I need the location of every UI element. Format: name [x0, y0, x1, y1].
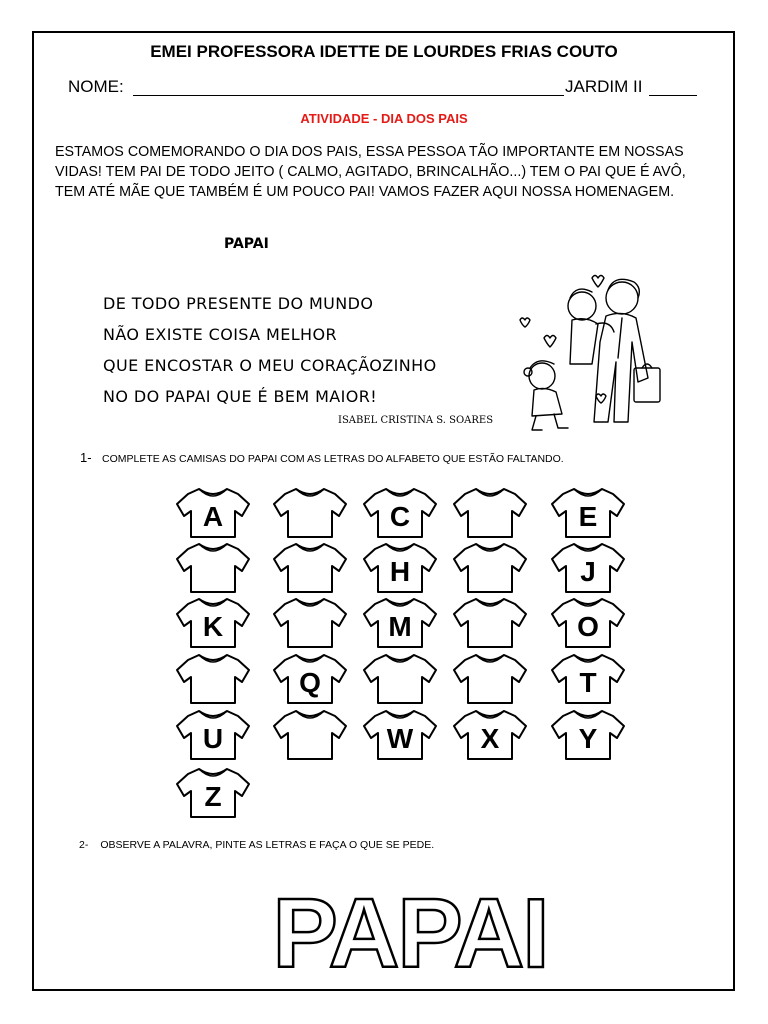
shirt	[454, 711, 526, 759]
poem-line: NO DO PAPAI QUE É BEM MAIOR!	[103, 387, 378, 406]
shirt	[274, 544, 346, 592]
question-1-text: COMPLETE AS CAMISAS DO PAPAI COM AS LETRAS DO ALFABETO QUE ESTÃO FALTANDO.	[102, 453, 564, 465]
question-1-number: 1-	[80, 450, 92, 465]
shirt	[177, 655, 249, 703]
question-2	[79, 839, 434, 851]
shirt	[364, 599, 436, 647]
poem-line: QUE ENCOSTAR O MEU CORAÇÃOZINHO	[103, 356, 437, 375]
shirt	[274, 489, 346, 537]
shirt	[364, 489, 436, 537]
shirt	[274, 655, 346, 703]
shirt-letter: E	[578, 501, 598, 532]
class-label: JARDIM II	[565, 77, 643, 96]
shirt	[454, 655, 526, 703]
shirt-letter: Y	[578, 723, 598, 754]
shirt	[177, 711, 249, 759]
shirt	[177, 599, 249, 647]
shirt	[364, 544, 436, 592]
intro-paragraph: ESTAMOS COMEMORANDO O DIA DOS PAIS, ESSA PESSOA TÃO IMPORTANTE EM NOSSAS VIDAS! TEM PAI DE TODO JEITO ( CALMO, AGITADO, BRINCALHÃO...) TEM O PAI QUE É AVÔ, TEM ATÉ MÃE QUE TAMBÉM É UM POUCO PAI! VAMOS FAZER AQUI NOSSA HOMENAGEM.	[55, 144, 686, 200]
shirt-letter: X	[480, 723, 500, 754]
activity-title: ATIVIDADE - DIA DOS PAIS	[300, 111, 468, 126]
shirt-letter: U	[202, 723, 224, 754]
name-label: NOME:	[68, 77, 124, 96]
shirt-letter: O	[577, 611, 599, 642]
question-2-number: 2-	[79, 839, 89, 851]
shirt-letter: W	[386, 723, 414, 754]
shirt	[552, 544, 624, 592]
shirt	[454, 599, 526, 647]
shirt	[177, 489, 249, 537]
shirt-letter: J	[580, 556, 596, 587]
shirt-letter: K	[202, 611, 224, 642]
poem-line: DE TODO PRESENTE DO MUNDO	[103, 294, 374, 313]
shirt-letter: Q	[299, 667, 321, 698]
shirt	[454, 544, 526, 592]
question-2-text: OBSERVE A PALAVRA, PINTE AS LETRAS E FAÇA O QUE SE PEDE.	[100, 839, 435, 851]
poem-title: PAPAI	[224, 236, 269, 252]
shirt	[274, 599, 346, 647]
school-name: EMEI PROFESSORA IDETTE DE LOURDES FRIAS COUTO	[150, 42, 618, 61]
shirt	[177, 544, 249, 592]
shirt	[177, 769, 249, 817]
shirt-letter: A	[202, 501, 224, 532]
outlined-word-papai	[270, 885, 550, 975]
papai-word: PAPAI	[272, 885, 548, 975]
shirt	[454, 489, 526, 537]
shirt	[364, 655, 436, 703]
shirt	[552, 599, 624, 647]
shirt	[364, 711, 436, 759]
shirt-letter: Z	[204, 781, 222, 812]
shirt	[552, 655, 624, 703]
shirt	[552, 711, 624, 759]
poem-line: NÃO EXISTE COISA MELHOR	[103, 325, 337, 344]
shirt	[552, 489, 624, 537]
shirt-letter: M	[388, 611, 412, 642]
shirt-letter: H	[389, 556, 411, 587]
shirt	[274, 711, 346, 759]
shirt-letter: T	[579, 667, 597, 698]
poem-author: ISABEL CRISTINA S. SOARES	[338, 415, 494, 426]
shirt-letter: C	[389, 501, 411, 532]
